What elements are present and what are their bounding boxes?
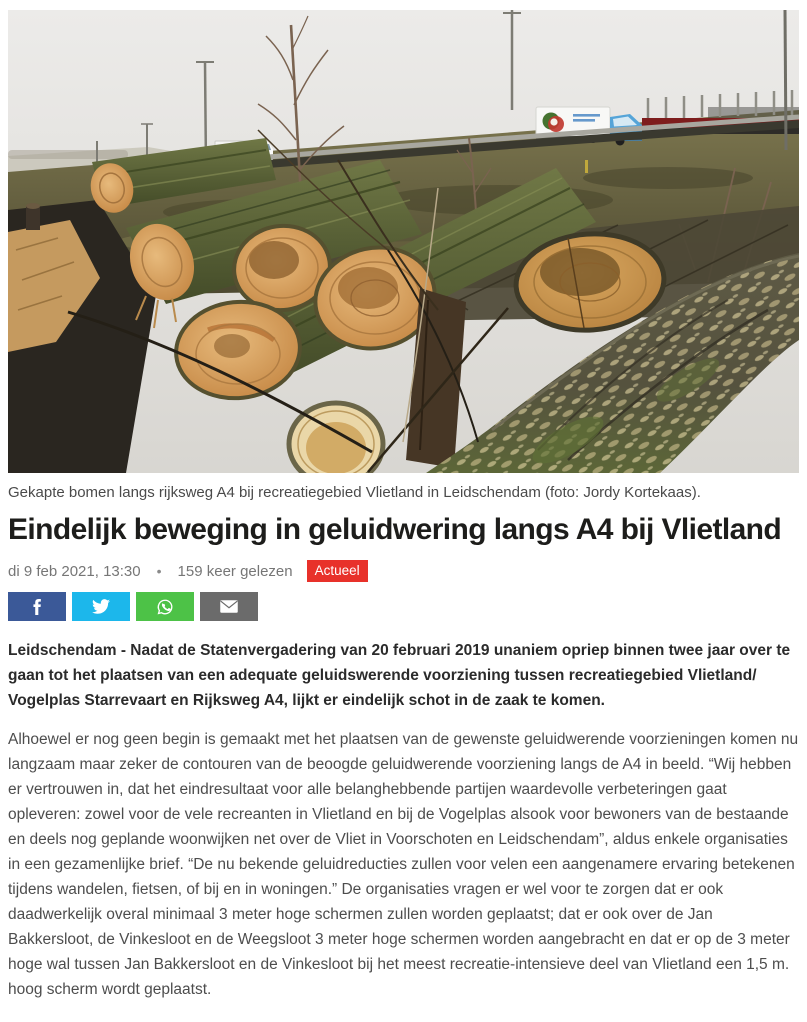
article-body: Alhoewel er nog geen begin is gemaakt met het plaatsen van de gewenste geluidwerende voorzieningen komen nu langzaam maar zeker de contouren van de beoogde geluidwerende voorziening langs de A4 in beeld. “Wij hebben er vertrouwen in, dat het eindresultaat voor alle belanghebbende partijen waardevolle verbeteringen gaat opleveren: zowel voor de vele recreanten in Vlietland en bij de Vogelplas alsook voor bewoners van de bestaande en deels nog geplande woonwijken net over de Vliet in Voorschoten en Leidschendam”, aldus enkele organisaties in een gezamenlijke brief. “De nu bekende geluidreducties zullen voor velen een aangenamere ervaring betekenen tijdens wandelen, fietsen, of bij en in woningen.” De organisaties vragen er wel voor te zorgen dat er ook daadwerkelijk overal minimaal 3 meter hoge schermen zullen worden geplaatst; dat er ook over de Jan Bakkersloot, de Vinkesloot en de Weegsloot 3 meter hoge schermen worden aangebracht en dat er op de 3 meter hoge wal tussen Jan Bakkersloot en de Vinkesloot bij het meest recreatie-intensieve deel van Vlietland een 1,5 m. hoog scherm wordt geplaatst. [8, 731, 799, 998]
share-facebook-button[interactable] [8, 592, 66, 621]
article-title: Eindelijk beweging in geluidwering langs A4 bij Vlietland [8, 513, 782, 546]
twitter-bird-icon [92, 599, 110, 614]
article-photo [8, 10, 799, 473]
read-count: 159 keer gelezen [177, 562, 293, 580]
envelope-icon [219, 599, 239, 614]
facebook-f-icon [30, 599, 44, 615]
share-buttons [8, 592, 799, 621]
article-lead: Leidschendam - Nadat de Statenvergadering van 20 februari 2019 unaniem opriep binnen twee jaar over te gaan tot het plaatsen van een adequate geluidswerende voorziening tussen recreatiegebied Vlietland/ Vogelplas Starrevaart en Rijksweg A4, lijkt er eindelijk schot in de zaak te komen. [8, 642, 791, 709]
photo-caption: Gekapte bomen langs rijksweg A4 bij recreatiegebied Vlietland in Leidschendam (foto: Jordy Kortekaas). [8, 484, 701, 501]
meta-separator: • [156, 563, 162, 579]
category-badge[interactable]: Actueel [307, 560, 368, 582]
whatsapp-icon [156, 598, 174, 616]
share-twitter-button[interactable] [72, 592, 130, 621]
share-email-button[interactable] [200, 592, 258, 621]
share-whatsapp-button[interactable] [136, 592, 194, 621]
article-meta [8, 560, 799, 582]
felled-trees-highway-photo [8, 10, 799, 473]
publish-date: di 9 feb 2021, 13:30 [8, 562, 141, 580]
